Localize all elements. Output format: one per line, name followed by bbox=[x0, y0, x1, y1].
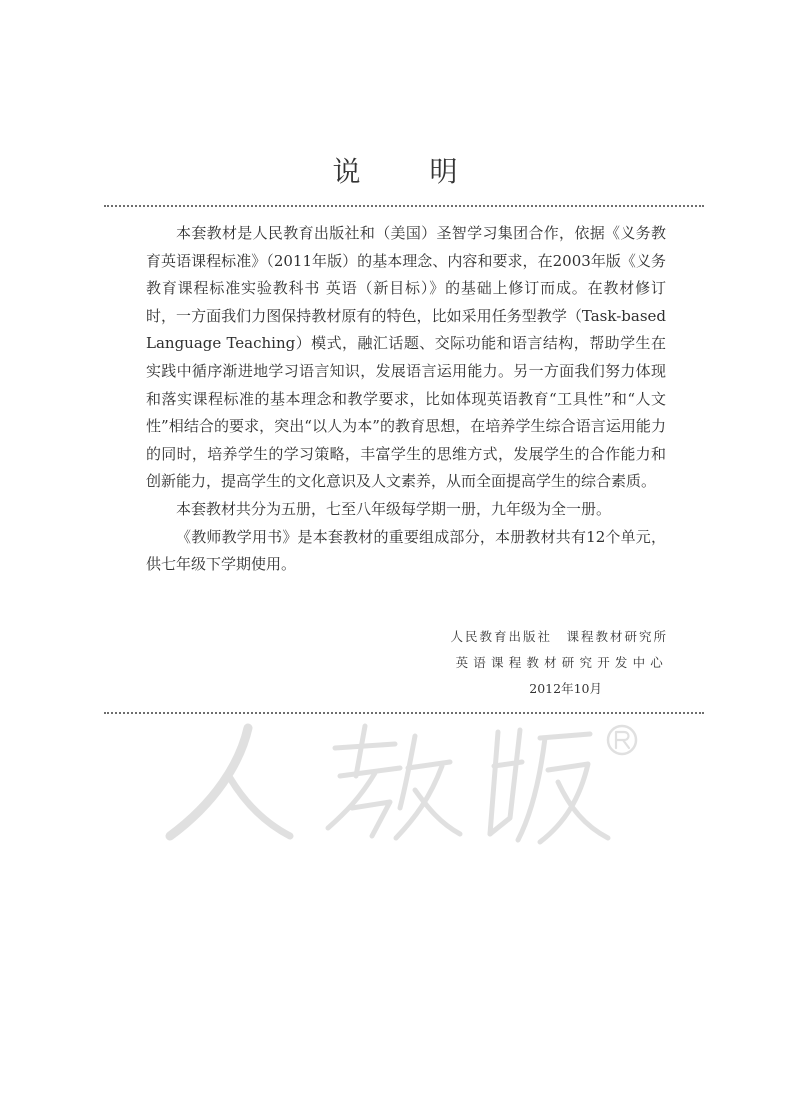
signature-date: 2012年10月 bbox=[529, 681, 602, 696]
publisher-logo-watermark bbox=[160, 718, 640, 858]
signature-org1: 人民教育出版社 课程教材研究所 bbox=[450, 629, 668, 644]
paragraph-teacher-book: 《教师教学用书》是本套教材的重要组成部分，本册教材共有12个单元，供七年级下学期使用。 bbox=[146, 527, 666, 574]
signature-block bbox=[400, 624, 680, 702]
paragraph-volumes: 本套教材共分为五册，七至八年级每学期一册，九年级为全一册。 bbox=[176, 499, 612, 518]
paragraph-intro: 本套教材是人民教育出版社和（美国）圣智学习集团合作，依据《义务教育英语课程标准》（2011年版）的基本理念、内容和要求，在2003年版《义务教育课程标准实验教科书 英语（新目标）》的基础上修订而成。在教材修订时，一方面我们力图保持教材原有的特色，比如采用任务型教学（Task-based Language Teaching）模式，融汇话题、交际功能和语言结构，帮助学生在实践中循序渐进地学习语言知识，发展语言运用能力。另一方面我们努力体现和落实课程标准的基本理念和教学要求，比如体现英语教育“工具性”和“人文性”相结合的要求，突出“以人为本”的教育思想，在培养学生综合语言运用能力的同时，培养学生的学习策略，丰富学生的思维方式，发展学生的合作能力和创新能力，提高学生的文化意识及人文素养，从而全面提高学生的综合素质。 bbox=[146, 224, 666, 491]
bottom-dotted-divider bbox=[104, 712, 704, 714]
document-body bbox=[146, 220, 666, 579]
top-dotted-divider bbox=[104, 205, 704, 207]
signature-org2: 英语课程教材研究开发中心 bbox=[455, 655, 668, 670]
page-title: 说 明 bbox=[332, 155, 488, 188]
